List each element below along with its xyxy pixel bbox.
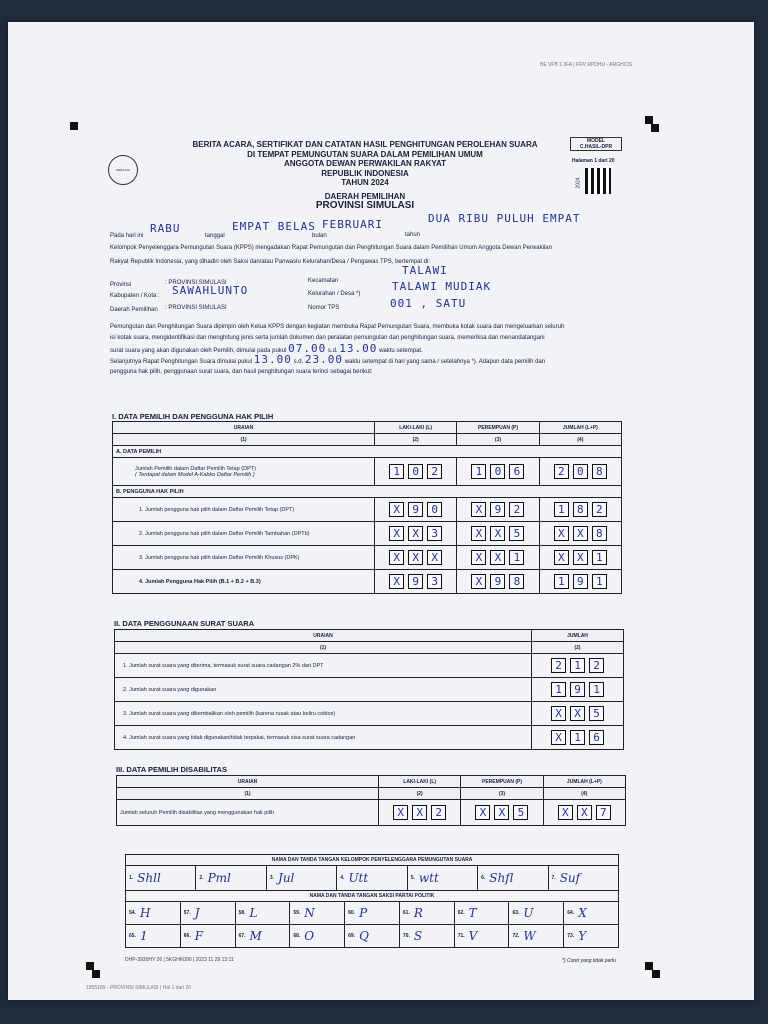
tanggal-value: EMPAT BELAS <box>232 220 316 233</box>
digit-box: X <box>551 730 566 745</box>
ss-tidak-digunakan-digits <box>535 730 620 745</box>
digit-box: X <box>551 706 566 721</box>
signature-cell <box>508 925 563 947</box>
section3-title: III. DATA PEMILIH DISABILITAS <box>116 765 227 774</box>
tahun-label: tahun <box>405 232 421 238</box>
signature-cell <box>180 925 235 947</box>
signature-number: 71. <box>457 933 465 939</box>
digit-box: 3 <box>427 574 442 589</box>
signature: Utt <box>348 871 369 885</box>
signature-number: 66. <box>183 933 191 939</box>
digit-box: 1 <box>389 464 404 479</box>
digit-box: X <box>573 550 588 565</box>
signature: J <box>194 906 200 920</box>
digit-box: 9 <box>490 574 505 589</box>
digit-box: X <box>389 574 404 589</box>
signature: Suf <box>559 871 581 885</box>
digit-box: 1 <box>554 574 569 589</box>
signature-cell <box>454 925 509 947</box>
signature-cell <box>126 866 195 890</box>
signature: R <box>413 906 423 920</box>
signature-cell <box>289 925 344 947</box>
digit-box: 8 <box>573 502 588 517</box>
digit-box: X <box>389 502 404 517</box>
digit-box: 3 <box>427 526 442 541</box>
digit-box: 5 <box>509 526 524 541</box>
signature-number: 65. <box>129 933 136 939</box>
digit-box: 2 <box>551 658 566 673</box>
digit-box: X <box>570 706 585 721</box>
registration-marker <box>92 970 100 978</box>
disabilitas-perempuan-digits <box>464 805 539 820</box>
digit-box: 1 <box>554 502 569 517</box>
b1-jumlah-digits <box>543 502 618 517</box>
digit-box: 2 <box>427 464 442 479</box>
qr-code <box>585 168 611 194</box>
intro-text-2: Rakyat Republik Indonesia, yang dihadiri oleh Saksi dan/atau Panwaslu Kelurahan/Desa / Pengawas TPS, bertempat di: <box>110 259 431 265</box>
signature-cell <box>563 925 618 947</box>
digit-box: 0 <box>490 464 505 479</box>
b2-jumlah-digits <box>543 526 618 541</box>
b1-perempuan-digits <box>460 502 535 517</box>
digit-box: 1 <box>509 550 524 565</box>
footer-bottom: 1855189 - PROVINSI SIMULASI | Hal 1 dari 20 <box>86 985 191 991</box>
digit-box: X <box>471 526 486 541</box>
kel-label: Kelurahan / Desa *) <box>308 291 361 297</box>
signature-number: 2. <box>199 875 204 881</box>
digit-box: 9 <box>408 502 423 517</box>
digit-box: 8 <box>592 464 607 479</box>
signature-cell <box>548 866 618 890</box>
signature-cell <box>344 925 399 947</box>
signature-number: 5. <box>410 875 415 881</box>
digit-box: X <box>490 550 505 565</box>
signature-number: 73. <box>567 933 575 939</box>
signature-cell <box>126 925 180 947</box>
signature: P <box>359 906 368 920</box>
digit-box: 8 <box>509 574 524 589</box>
disabilitas-jumlah-digits <box>547 805 622 820</box>
signature-number: 68. <box>293 933 301 939</box>
digit-box: X <box>573 526 588 541</box>
signature: T <box>468 906 477 920</box>
signature-cell <box>508 902 563 924</box>
digit-box: X <box>554 526 569 541</box>
dpt-laki-digits <box>378 464 453 479</box>
digit-box: 2 <box>554 464 569 479</box>
digit-box: 9 <box>573 574 588 589</box>
b3-jumlah-digits <box>543 550 618 565</box>
day-value: RABU <box>150 222 181 235</box>
digit-box: X <box>389 550 404 565</box>
kec-label: Kecamatan <box>308 278 339 284</box>
signature: M <box>249 929 262 943</box>
tanggal-label: tanggal <box>205 233 225 239</box>
signature-cell <box>126 902 180 924</box>
digit-box: X <box>427 550 442 565</box>
ss-dikembalikan-digits <box>535 706 620 721</box>
section3-table: URAIAN LAKI-LAKI (L) PEREMPUAN (P) JUMLAH (L+P) (1) (2) (3) (4) Jumlah seluruh Pemilih disabilitas yang menggunakan hak pilih X X 2 X X 5 X X 7 <box>116 775 626 826</box>
signature-cell <box>289 902 344 924</box>
b4-laki-digits <box>378 574 453 589</box>
signature-number: 57. <box>183 910 191 916</box>
signature-number: 64. <box>567 910 575 916</box>
digit-box: 6 <box>589 730 604 745</box>
footer-code: DHP-3930HY 26 | 5KGHK090 | 2023 11 29 13:11 <box>125 957 234 963</box>
digit-box: X <box>393 805 408 820</box>
digit-box: X <box>471 574 486 589</box>
signature-number: 58. <box>238 910 246 916</box>
digit-box: 5 <box>589 706 604 721</box>
digit-box: X <box>471 550 486 565</box>
digit-box: 1 <box>471 464 486 479</box>
signature: Shfl <box>489 871 514 885</box>
registration-marker <box>645 962 653 970</box>
registration-marker <box>86 962 94 970</box>
b2-laki-digits <box>378 526 453 541</box>
kec-value: TALAWI <box>402 264 448 277</box>
digit-box: X <box>471 502 486 517</box>
signature-cell <box>477 866 547 890</box>
section1-table: URAIAN LAKI-LAKI (L) PEREMPUAN (P) JUMLAH (L+P) (1) (2) (3) (4) A. DATA PEMILIH Jumlah Pemilih dalam Daftar Pemilih Tetap (DPT) ( Terdapat dalam Model A-Kabko Daftar Pemilih ) 1 0 2 1 0 6 2 0 8 B. PENGGUNA HAK PILIH 1. Jumlah pengguna hak pilih dalam Daftar Pemilih Tetap (DPT) X 9 0 X 9 2 1 8 2 2. Jumlah pengguna hak pilih dalam Daftar Pemilih Tambahan (DPTb) X X 3 X X 5 X X 8 3. Jumlah pengguna hak pilih dalam Daftar Pemilih Khusus (DPK) X X X X X 1 X X 1 4. Jumlah Pengguna Hak Pilih (B.1 + B.2 + B.3) X 9 3 X 9 8 1 9 1 <box>112 421 622 594</box>
digit-box: X <box>490 526 505 541</box>
digit-box: 6 <box>509 464 524 479</box>
document-title: BERITA ACARA, SERTIFIKAT DAN CATATAN HASIL PENGHITUNGAN PEROLEHAN SUARA DI TEMPAT PEMUNGUTAN SUARA DALAM PEMILIHAN UMUM ANGGOTA DEWAN PERWAKILAN RAKYAT REPUBLIK INDONESIA TAHUN 2024 DAERAH PEMILIHAN PROVINSI SIMULASI <box>192 140 538 211</box>
dpt-perempuan-digits <box>460 464 535 479</box>
digit-box: 9 <box>490 502 505 517</box>
signature: L <box>249 906 258 920</box>
month-value: FEBRUARI <box>322 218 383 231</box>
signature: U <box>523 906 534 920</box>
bulan-label: bulan <box>312 233 327 239</box>
signature-cell <box>180 902 235 924</box>
signature-cell <box>195 866 265 890</box>
signature-cell <box>336 866 406 890</box>
dpt-jumlah-digits <box>543 464 618 479</box>
signature-cell <box>563 902 618 924</box>
paragraph: Pemungutan dan Penghitungan Suara dipimpin oleh Ketua KPPS dengan kegiatan membuka Rapat Pemungutan Suara, membuka kotak suara dan mengeluarkan seluruh isi kotak suara, mengidentifikasi dan menghitung jenis serta jumlah dokumen dan peralatan pemungutan dan penghitungan suara, memeriksa dan menandatangani surat suara yang akan digunakan oleh Pemilih, dimulai pada pukul 07.00 s.d. 13.00 waktu setempat. Selanjutnya Rapat Penghitungan Suara dimulai pukul 13.00 s.d. 23.00 waktu setempat di hari yang sama / setelahnya *). Adapun data pemilih dan pengguna hak pilih, penggunaan surat suara, dan hasil penghitungan suara terinci sebagai berikut: <box>110 324 565 375</box>
kab-value: SAWAHLUNTO <box>172 284 249 297</box>
kpps-signatures <box>126 865 618 890</box>
top-code: BE VFB 1 3FA | FRV RPDHU - ARGHCIS <box>540 62 633 68</box>
signature-number: 59. <box>293 910 301 916</box>
digit-box: 2 <box>592 502 607 517</box>
digit-box: 1 <box>551 682 566 697</box>
registration-marker <box>70 122 78 130</box>
signature: 1 <box>139 929 148 943</box>
digit-box: 5 <box>513 805 528 820</box>
digit-box: 0 <box>573 464 588 479</box>
digit-box: X <box>408 550 423 565</box>
section2-table: URAIAN JUMLAH (1) (2) 1. Jumlah surat suara yang diterima, termasuk surat suara cadangan 2% dari DPT 2 1 2 2. Jumlah surat suara yang digunakan 1 9 1 3. Jumlah surat suara yang dikembalikan oleh pemilih (karena rusak atau keliru coblos) X X 5 4. Jumlah surat suara yang tidak digunakan/tidak terpakai, termasuk sisa surat suara cadangan X 1 6 <box>114 629 624 750</box>
saksi-signatures-2 <box>126 924 618 947</box>
signature-number: 1. <box>129 875 134 881</box>
dapil-label: Daerah Pemilihan <box>110 307 158 313</box>
ss-diterima-digits <box>535 658 620 673</box>
signature-block: NAMA DAN TANDA TANGAN KELOMPOK PENYELENGGARA PEMUNGUTAN SUARA 1. Shll 2. Pml 3. Jul 4. Utt 5. wtt 6. Shfl 7. Suf NAMA DAN TANDA TANGAN SAKSI PARTAI POLITIK 54. H 57. J 58. L 59. N 60. P 61. R 62. T 63. U 64. X 65. 1 66. F 67. M 68. O 69. Q 70. S 71. V 72. W 73. Y <box>125 854 619 948</box>
signature-number: 61. <box>402 910 410 916</box>
footer-note: *) Coret yang tidak perlu <box>562 958 616 964</box>
digit-box: X <box>577 805 592 820</box>
digit-box: 1 <box>592 550 607 565</box>
signature: Q <box>359 929 369 943</box>
signature: Shll <box>137 871 161 885</box>
model-box: MODEL C.HASIL-DPR <box>570 137 622 151</box>
signature-number: 67. <box>238 933 246 939</box>
signature-number: 72. <box>512 933 520 939</box>
digit-box: X <box>408 526 423 541</box>
digit-box: 1 <box>570 730 585 745</box>
signature-cell <box>235 925 290 947</box>
section2-title: II. DATA PENGGUNAAN SURAT SUARA <box>114 619 255 628</box>
signature-number: 62. <box>457 910 465 916</box>
dapil-value: : PROVINSI SIMULASI <box>165 305 227 311</box>
saksi-signatures-1 <box>126 901 618 924</box>
signature-number: 7. <box>551 875 556 881</box>
signature: Y <box>578 929 587 943</box>
signature-number: 6. <box>481 875 486 881</box>
signature-cell <box>344 902 399 924</box>
disabilitas-laki-digits <box>382 805 457 820</box>
signature: Jul <box>278 871 295 885</box>
signature-number: 69. <box>348 933 356 939</box>
b2-perempuan-digits <box>460 526 535 541</box>
kel-value: TALAWI MUDIAK <box>392 280 492 293</box>
signature-cell <box>399 902 454 924</box>
digit-box: 0 <box>408 464 423 479</box>
signature-number: 70. <box>402 933 410 939</box>
logo: SIMULASI <box>108 155 138 185</box>
signature: S <box>413 929 423 943</box>
intro-text: Kelompok Penyelenggara Pemungutan Suara (KPPS) mengadakan Rapat Pemungutan dan Penghitungan Suara dalam Pemilihan Umum Anggota Dewan Perwakilan <box>110 245 552 251</box>
date-prefix: Pada hari ini <box>110 233 144 239</box>
digit-box: 9 <box>408 574 423 589</box>
registration-marker <box>652 970 660 978</box>
digit-box: X <box>389 526 404 541</box>
page-number: Halaman 1 dari 20 <box>572 158 615 164</box>
signature: N <box>304 906 315 920</box>
digit-box: X <box>494 805 509 820</box>
b3-laki-digits <box>378 550 453 565</box>
section1-title: I. DATA PEMILIH DAN PENGGUNA HAK PILIH <box>112 412 274 421</box>
b4-perempuan-digits <box>460 574 535 589</box>
signature-number: 4. <box>340 875 345 881</box>
provinsi-label: Provinsi <box>110 282 132 288</box>
provinsi-value: : PROVINSI SIMULASI <box>165 280 227 286</box>
signature-cell <box>399 925 454 947</box>
signature-number: 3. <box>269 875 275 881</box>
b1-laki-digits <box>378 502 453 517</box>
year-vertical: 2024 <box>575 177 582 189</box>
digit-box: 2 <box>509 502 524 517</box>
signature: F <box>194 929 204 943</box>
tps-label: Nomor TPS <box>308 305 340 311</box>
digit-box: 0 <box>427 502 442 517</box>
digit-box: 1 <box>570 658 585 673</box>
signature: X <box>578 906 587 920</box>
signature-cell <box>235 902 290 924</box>
kab-label: Kabupaten / Kota : <box>110 293 160 299</box>
registration-marker <box>645 116 653 124</box>
signature-cell <box>454 902 509 924</box>
signature-cell <box>266 866 336 890</box>
tps-value: 001 , SATU <box>390 297 467 310</box>
signature: V <box>468 929 478 943</box>
signature-number: 60. <box>348 910 356 916</box>
digit-box: X <box>475 805 490 820</box>
b4-jumlah-digits <box>543 574 618 589</box>
digit-box: X <box>412 805 427 820</box>
digit-box: 1 <box>592 574 607 589</box>
year-value: DUA RIBU PULUH EMPAT <box>428 212 581 225</box>
signature-number: 54. <box>129 910 136 916</box>
digit-box: X <box>554 550 569 565</box>
signature-cell <box>407 866 477 890</box>
signature: O <box>304 929 315 943</box>
digit-box: 8 <box>592 526 607 541</box>
signature: W <box>523 929 536 943</box>
digit-box: 2 <box>431 805 446 820</box>
digit-box: 2 <box>589 658 604 673</box>
ss-digunakan-digits <box>535 682 620 697</box>
b3-perempuan-digits <box>460 550 535 565</box>
digit-box: 1 <box>589 682 604 697</box>
signature: H <box>139 906 151 920</box>
digit-box: 9 <box>570 682 585 697</box>
digit-box: X <box>558 805 573 820</box>
registration-marker <box>651 124 659 132</box>
signature: Pml <box>207 871 231 885</box>
signature: wtt <box>418 871 439 885</box>
digit-box: 7 <box>596 805 611 820</box>
signature-number: 63. <box>512 910 520 916</box>
